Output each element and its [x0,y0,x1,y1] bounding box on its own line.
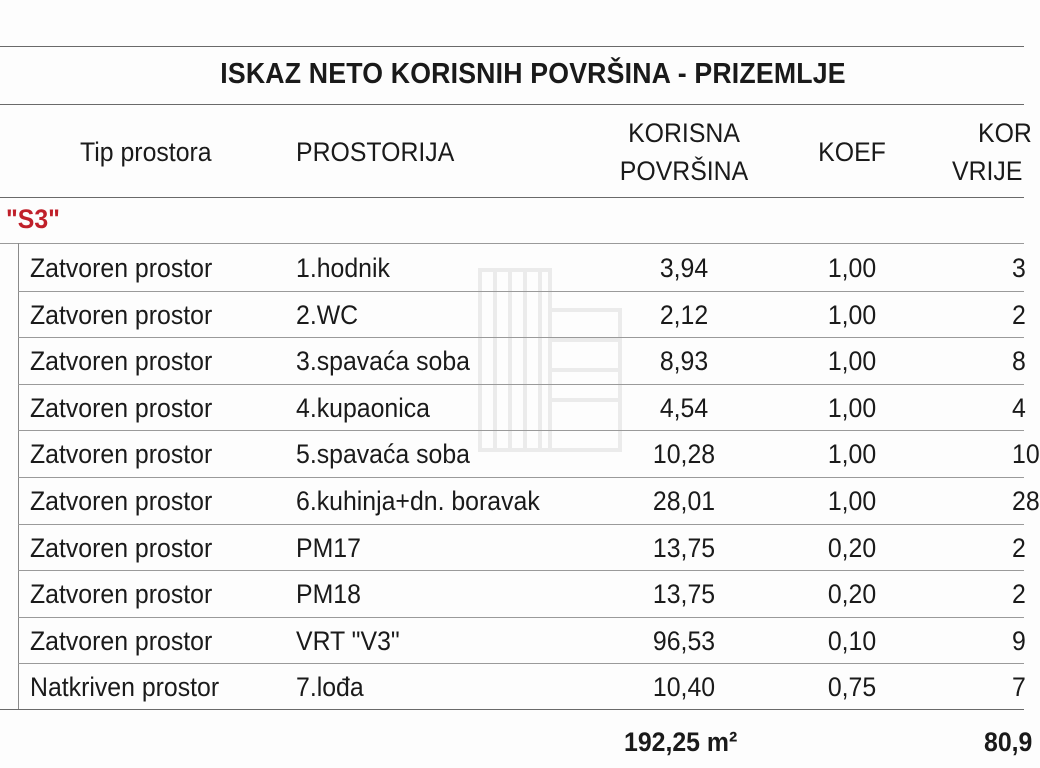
cell-korisna-povrsina: 13,75 [652,579,716,610]
cell-vrijednost: 2 [1012,299,1026,330]
title-bottom-border [0,104,1024,105]
cell-vrijednost: 10 [1012,439,1040,470]
cell-prostorija: 2.WC [296,299,359,330]
cell-prostorija: 6.kuhinja+dn. boravak [296,486,540,516]
cell-korisna-povrsina: 8,93 [659,346,709,377]
cell-vrijednost: 7 [1012,672,1026,703]
header-prostorija: PROSTORIJA [296,137,455,167]
table-row [0,292,1024,339]
header-korisna-line2: POVRŠINA [619,156,749,186]
cell-tip-prostora: Zatvoren prostor [30,486,213,516]
cell-korisna-povrsina: 28,01 [652,486,716,516]
table-row [0,525,1024,572]
header-vrijednost-line1: KOR [978,118,1032,148]
section-tag: "S3" [6,204,60,234]
cell-tip-prostora: Zatvoren prostor [30,579,213,610]
cell-koef: 1,00 [827,439,877,470]
header-tip-prostora: Tip prostora [80,137,212,167]
cell-prostorija: 7.lođa [296,672,364,703]
table-row [0,245,1024,292]
cell-korisna-povrsina: 2,12 [659,299,709,330]
header-bottom-border [0,197,1024,198]
table-row [0,385,1024,432]
cell-korisna-povrsina: 13,75 [652,532,716,563]
cell-prostorija: 3.spavaća soba [296,346,471,377]
cell-prostorija: 1.hodnik [296,253,390,283]
cell-korisna-povrsina: 4,54 [659,392,709,423]
total-vrijednost: 80,9 [984,727,1033,757]
cell-tip-prostora: Natkriven prostor [30,672,220,703]
cell-koef: 1,00 [827,346,877,377]
cell-vrijednost: 9 [1012,625,1026,656]
cell-koef: 0,20 [827,532,877,563]
cell-vrijednost: 3 [1012,253,1026,283]
cell-tip-prostora: Zatvoren prostor [30,346,213,377]
cell-prostorija: 4.kupaonica [296,392,430,423]
cell-korisna-povrsina: 3,94 [659,253,709,283]
cell-tip-prostora: Zatvoren prostor [30,299,213,330]
cell-prostorija: 5.spavaća soba [296,439,471,470]
table-title: ISKAZ NETO KORISNIH POVRŠINA - PRIZEMLJE [220,58,846,90]
cell-tip-prostora: Zatvoren prostor [30,392,213,423]
table-row [0,338,1024,385]
cell-koef: 1,00 [827,392,877,423]
table-top-border [0,46,1024,47]
cell-vrijednost: 2 [1012,579,1026,610]
cell-koef: 0,20 [827,579,877,610]
cell-vrijednost: 2 [1012,532,1026,563]
header-vrijednost-line2: VRIJE [952,156,1023,186]
cell-prostorija: PM17 [296,532,361,563]
table-row [0,664,1024,711]
cell-koef: 1,00 [827,486,877,516]
section-bottom-border [0,243,1024,244]
cell-vrijednost: 8 [1012,346,1026,377]
cell-korisna-povrsina: 10,40 [652,672,716,703]
table-row [0,571,1024,618]
total-povrsina: 192,25 m² [624,727,738,757]
table-row [0,618,1024,665]
table-row [0,431,1040,478]
cell-tip-prostora: Zatvoren prostor [30,439,213,470]
cell-prostorija: VRT "V3" [296,625,400,656]
cell-koef: 0,75 [827,672,877,703]
cell-korisna-povrsina: 10,28 [652,439,716,470]
header-koef: KOEF [818,137,886,167]
cell-tip-prostora: Zatvoren prostor [30,625,213,656]
cell-korisna-povrsina: 96,53 [652,625,716,656]
cell-vrijednost: 4 [1012,392,1026,423]
cell-tip-prostora: Zatvoren prostor [30,253,213,283]
cell-vrijednost: 28 [1012,486,1040,516]
header-korisna-line1: KORISNA [628,118,740,148]
cell-koef: 0,10 [827,625,877,656]
cell-koef: 1,00 [827,299,877,330]
cell-koef: 1,00 [827,253,877,283]
table-row [0,478,1040,525]
cell-prostorija: PM18 [296,579,361,610]
cell-tip-prostora: Zatvoren prostor [30,532,213,563]
